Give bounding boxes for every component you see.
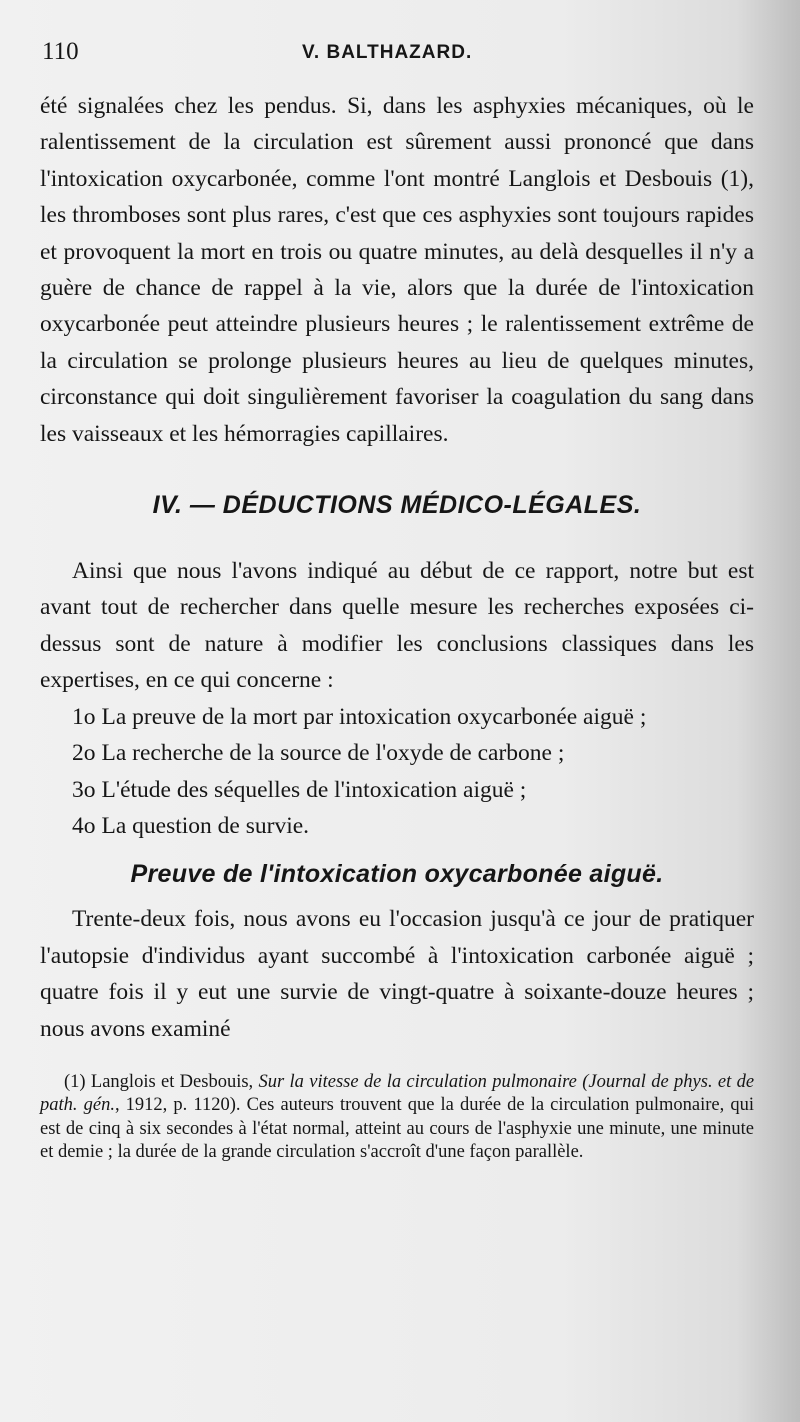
footnote-journal: (Journal de phys. et de path. gén. bbox=[40, 1071, 755, 1116]
intro-paragraph: été signalées chez les pendus. Si, dans les asphyxies mécaniques, où le ralentissement de la circulation est sûrement aussi prononcé que dans l'intoxication oxycarbonée, comme l'ont montré Langlois et Desbouis (1), les thromboses sont plus rares, c'est que ces asphyxies sont toujours rapides et provoquent la mort en trois ou quatre minutes, au delà desquelles il n'y a guère de chance de rappel à la vie, alors que la durée de l'intoxication oxycarbonée peut atteindre plusieurs heures ; le ralentissement extrême de la circulation se prolonge plusieurs heures au lieu de quelques minutes, circonstance qui doit singulièrement favoriser la coagulation du sang dans les vaisseaux et les hémorragies capillaires. bbox=[40, 93, 754, 447]
list-item-text: L'étude des séquelles de l'intoxication aiguë ; bbox=[101, 776, 527, 803]
footnote-mark: (1) bbox=[64, 1071, 86, 1092]
list-item bbox=[40, 699, 754, 735]
footnote-citation: , 1912, p. 1120). bbox=[114, 1095, 241, 1116]
running-head bbox=[40, 38, 754, 78]
list-item bbox=[40, 808, 754, 844]
list-item-marker: 1o bbox=[72, 703, 96, 730]
footnote-text: Ces auteurs trouvent que la durée de la circulation pulmonaire, qui est de cinq à six secondes à l'état normal, atteint au cours de l'asphyxie une minute, une minute et demie ; la durée de la grande circulation s'accroît d'une façon parallèle. bbox=[40, 1095, 754, 1163]
footnote-title: Sur la vitesse de la circulation pulmonaire bbox=[258, 1071, 577, 1092]
list-item bbox=[40, 772, 754, 808]
list-item-marker: 4o bbox=[72, 812, 96, 839]
section-paragraph: Ainsi que nous l'avons indiqué au début de ce rapport, notre but est avant tout de rechercher dans quelle mesure les recherches exposées ci-dessus sont de nature à modifier les conclusions classiques dans les expertises, en ce qui concerne : bbox=[40, 558, 754, 694]
list-item-text: La question de survie. bbox=[101, 812, 310, 839]
running-head-author: V. BALTHAZARD. bbox=[302, 42, 473, 63]
footnote bbox=[40, 1071, 754, 1165]
subsection-heading: Preuve de l'intoxication oxycarbonée aiguë. bbox=[130, 860, 664, 889]
list-item-text: La recherche de la source de l'oxyde de carbone ; bbox=[101, 740, 565, 767]
list-item-text: La preuve de la mort par intoxication oxycarbonée aiguë ; bbox=[101, 703, 647, 730]
section-heading: IV. — DÉDUCTIONS MÉDICO-LÉGALES. bbox=[152, 491, 642, 520]
page-number: 110 bbox=[42, 38, 79, 65]
list-item-marker: 3o bbox=[72, 776, 96, 803]
subsection-paragraph: Trente-deux fois, nous avons eu l'occasion jusqu'à ce jour de pratiquer l'autopsie d'individus ayant succombé à l'intoxication carbonée aiguë ; quatre fois il y eut une survie de vingt-quatre à soixante-douze heures ; nous avons examiné bbox=[40, 906, 754, 1042]
conclusions-list bbox=[40, 699, 754, 845]
footnote-authors: Langlois et Desbouis, bbox=[90, 1071, 254, 1092]
list-item-marker: 2o bbox=[72, 740, 96, 767]
list-item bbox=[40, 735, 754, 771]
